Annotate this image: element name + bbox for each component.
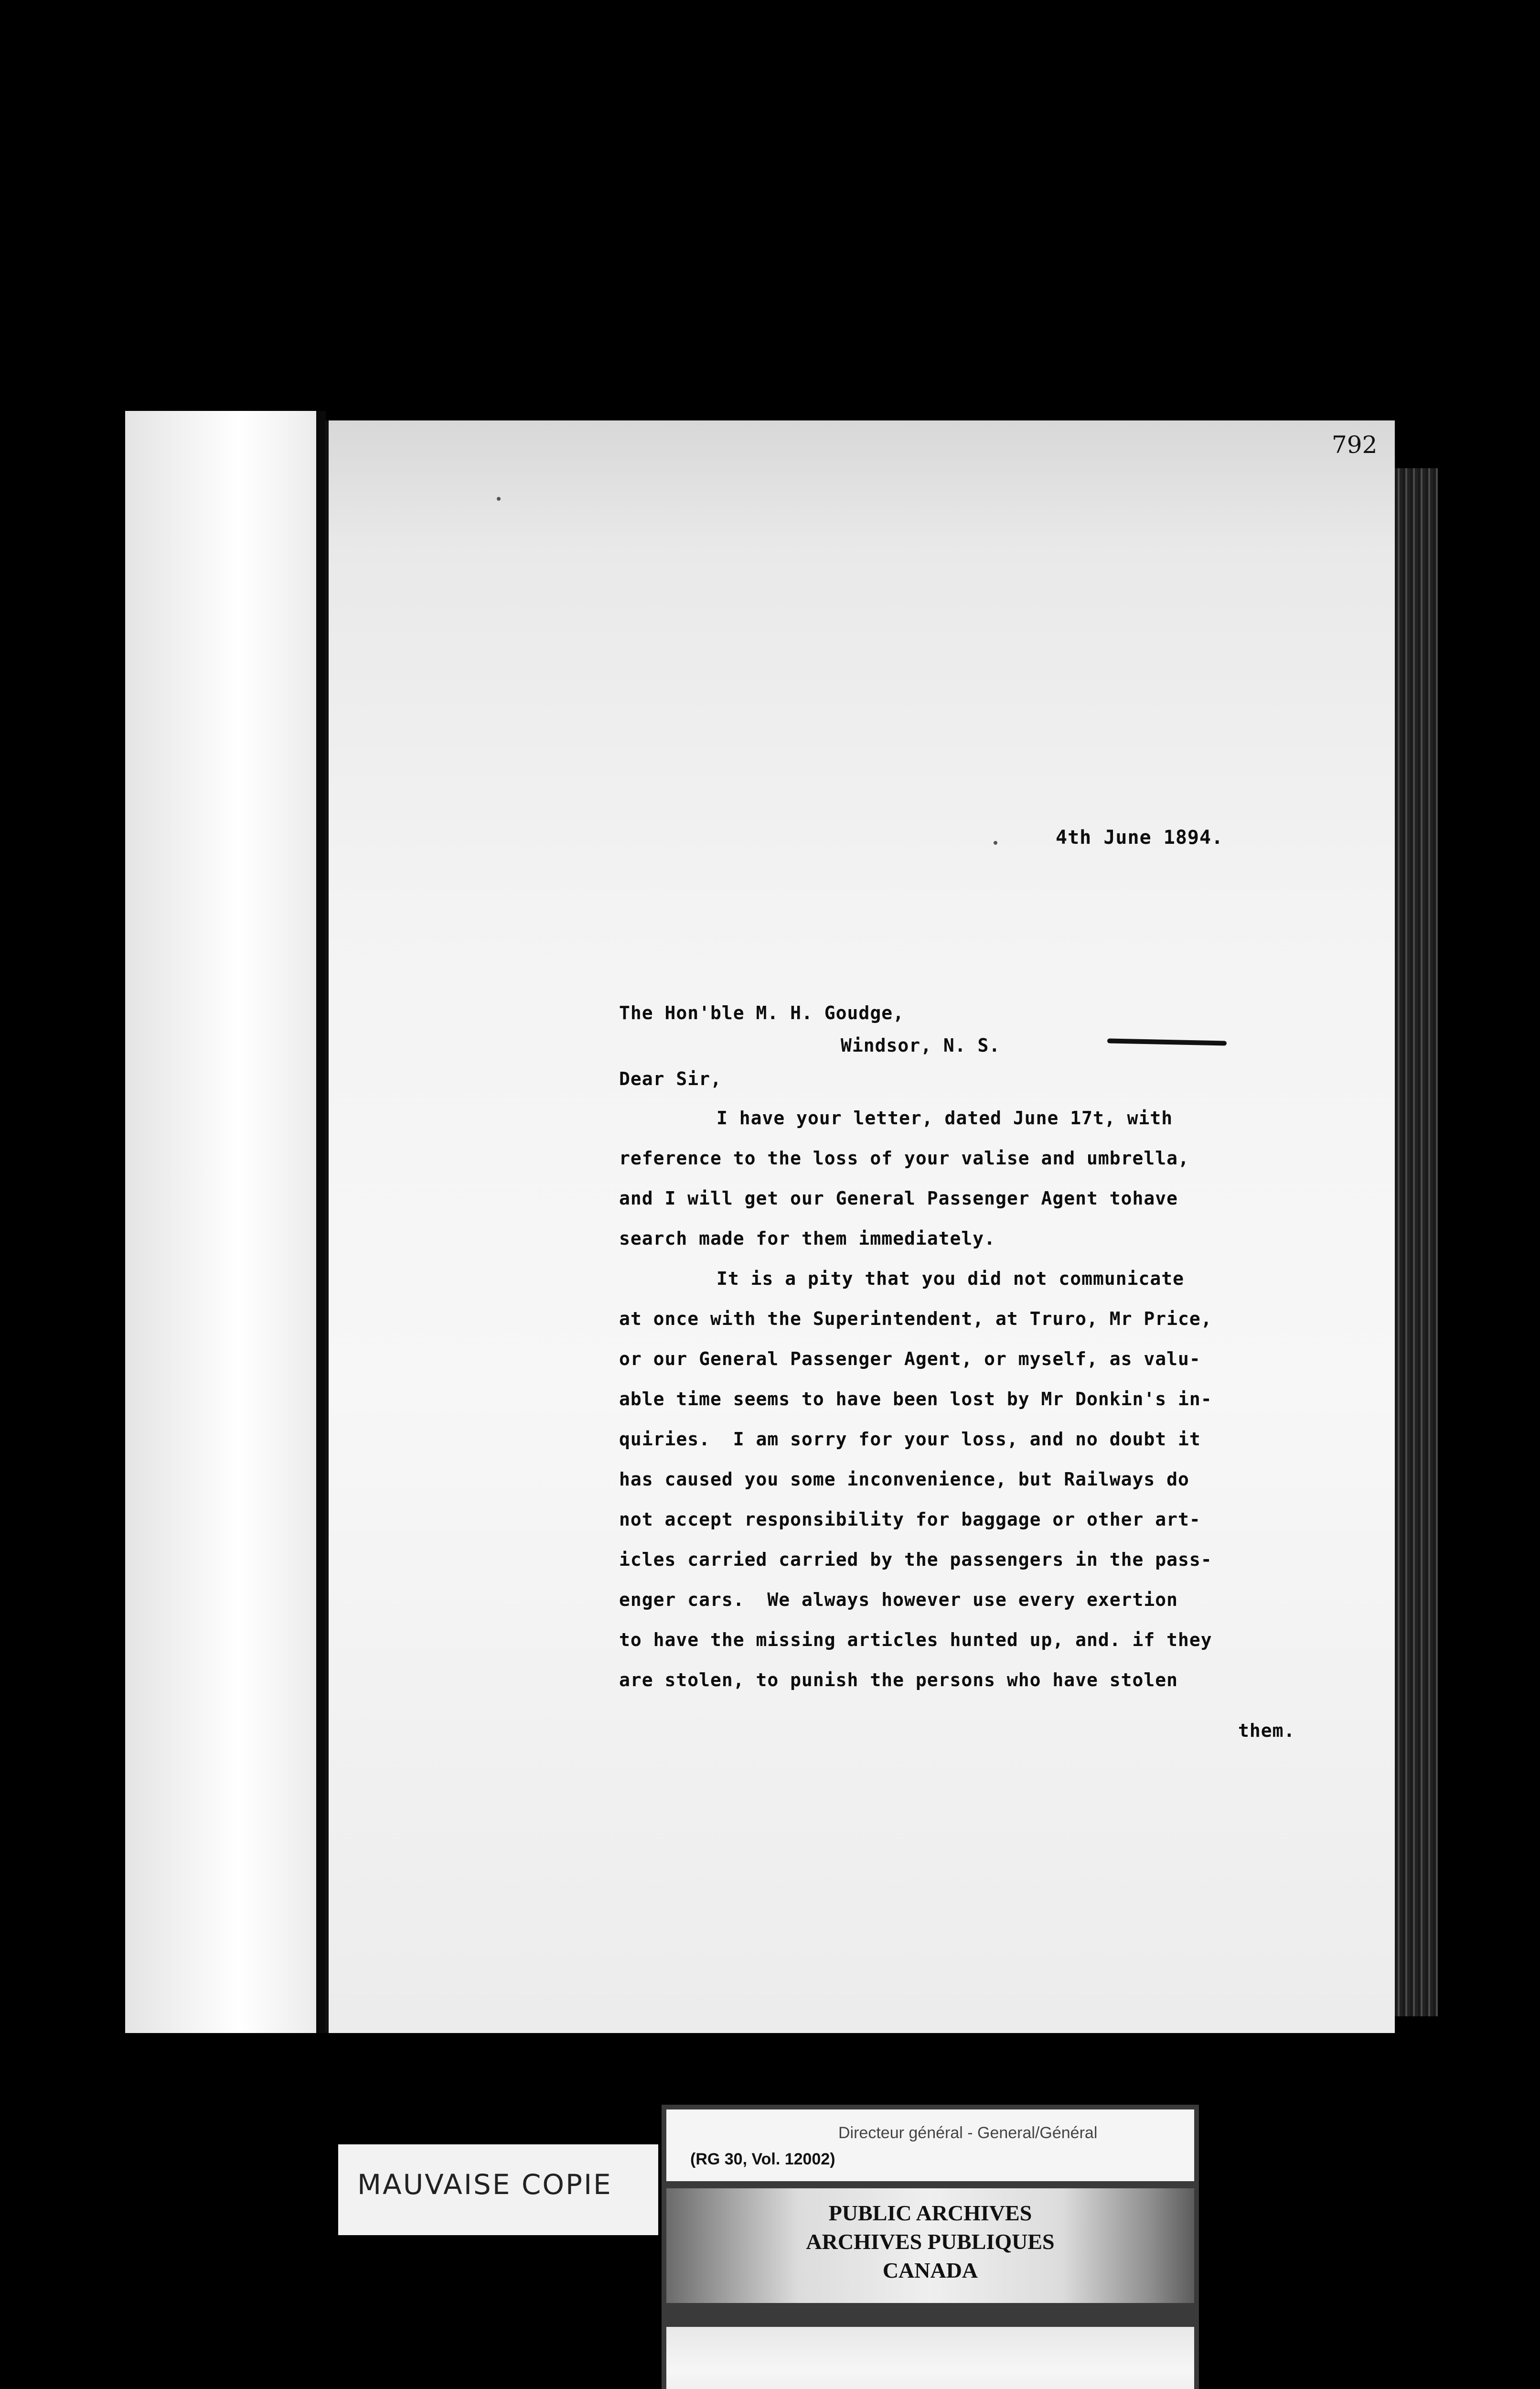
body-line: or our General Passenger Agent, or myself, as valu-: [619, 1348, 1201, 1369]
body-line: and I will get our General Passenger Agent tohave: [619, 1188, 1178, 1209]
body-line: reference to the loss of your valise and umbrella,: [619, 1148, 1189, 1169]
salutation: Dear Sir,: [619, 1068, 722, 1089]
body-line: icles carried carried by the passengers in the pass-: [619, 1549, 1212, 1570]
reference-number: (RG 30, Vol. 12002): [690, 2150, 835, 2168]
body-line: I have your letter, dated June 17t, with: [717, 1108, 1173, 1129]
stamp-line: ARCHIVES PUBLIQUES: [806, 2229, 1055, 2254]
body-line: enger cars. We always however use every exertion: [619, 1589, 1178, 1610]
letter-page: [325, 420, 1395, 2033]
body-line: search made for them immediately.: [619, 1228, 995, 1249]
stamp-line: PUBLIC ARCHIVES: [828, 2201, 1032, 2225]
archive-label: [662, 2105, 1199, 2389]
body-line: at once with the Superintendent, at Truro, Mr Price,: [619, 1308, 1212, 1329]
body-line: has caused you some inconvenience, but Railways do: [619, 1469, 1189, 1490]
paper-speck: [994, 841, 997, 845]
body-line: able time seems to have been lost by Mr Donkin's in-: [619, 1388, 1212, 1410]
left-page-strip: [125, 411, 316, 2033]
archives-stamp: [666, 2188, 1194, 2303]
reference-card: [666, 2109, 1194, 2181]
folio-number: 792: [1332, 431, 1378, 459]
addressee: The Hon'ble M. H. Goudge,: [619, 1002, 904, 1023]
page-stack-edge: [1395, 468, 1438, 2016]
copy-quality-text: MAUVAISE COPIE: [357, 2168, 612, 2201]
body-line: are stolen, to punish the persons who have stolen: [619, 1669, 1178, 1690]
body-line: quiries. I am sorry for your loss, and no doubt it: [619, 1429, 1201, 1450]
reference-heading: Directeur général - General/Général: [838, 2124, 1098, 2142]
letter-date: 4th June 1894.: [1056, 827, 1224, 849]
body-line: to have the missing articles hunted up, and. if they: [619, 1629, 1212, 1650]
body-line: It is a pity that you did not communicate: [717, 1268, 1184, 1289]
address-line: Windsor, N. S.: [841, 1035, 1001, 1056]
paper-speck: [497, 497, 501, 501]
blank-label-area: [666, 2327, 1194, 2389]
page-gutter: [316, 411, 326, 2033]
body-line: not accept responsibility for baggage or other art-: [619, 1509, 1201, 1530]
stamp-line: CANADA: [882, 2258, 978, 2282]
copy-quality-tag: [338, 2144, 658, 2235]
letter-closing-word: them.: [1238, 1720, 1295, 1741]
